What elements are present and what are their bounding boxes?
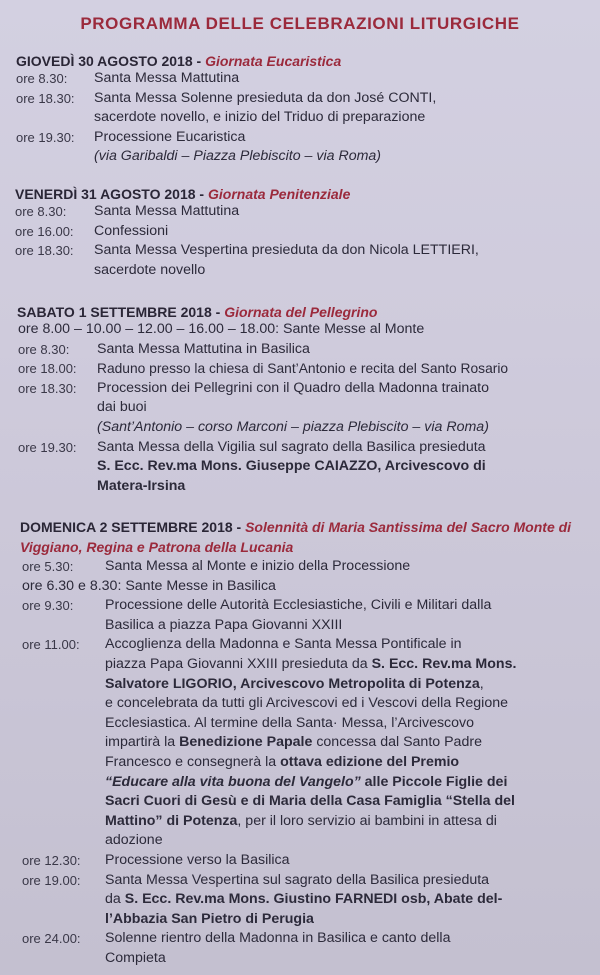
schedule-row xyxy=(0,69,600,89)
section-heading: DOMENICA 2 SETTEMBRE 2018 - Solennità di Maria Santissima del Sacro Monte di Viggiano, Regina e Patrona della Lucania xyxy=(20,519,572,555)
section-sunday xyxy=(0,517,600,968)
schedule-row xyxy=(0,577,600,597)
section-date: VENERDÌ 31 AGOSTO 2018 xyxy=(15,186,196,202)
schedule-row xyxy=(0,851,600,871)
schedule-time: ore 24.00: xyxy=(22,931,81,947)
schedule-desc: Santa Messa Solenne presieduta da don José CONTI, sacerdote novello, e inizio del Triduo di preparazione xyxy=(94,89,437,126)
schedule-row xyxy=(0,359,600,379)
schedule-desc: ore 6.30 e 8.30: Sante Messe in Basilica xyxy=(22,577,276,594)
section-subtitle: Giornata del Pellegrino xyxy=(224,304,378,320)
schedule-desc: Procession dei Pellegrini con il Quadro della Madonna trainato dai buoi (Sant’Antonio – corso Marconi – piazza Plebiscito – via Roma) xyxy=(97,379,489,435)
schedule-time: ore 5.30: xyxy=(22,559,74,574)
section-heading: GIOVEDÌ 30 AGOSTO 2018 - Giornata Eucaristica xyxy=(16,53,342,69)
schedule-time: ore 9.30: xyxy=(22,598,74,614)
section-friday xyxy=(0,186,600,280)
schedule-time: ore 18.30: xyxy=(15,243,74,259)
schedule-desc: Raduno presso la chiesa di Sant’Antonio e recita del Santo Rosario xyxy=(97,361,509,377)
schedule-desc: Processione verso la Basilica xyxy=(105,851,290,868)
section-date: GIOVEDÌ 30 AGOSTO 2018 xyxy=(16,53,193,69)
schedule-time: ore 19.30: xyxy=(18,439,77,455)
schedule-row xyxy=(0,596,600,635)
schedule-time: ore 18.30: xyxy=(16,90,75,106)
schedule-time: ore 8.30: xyxy=(16,71,68,86)
schedule-row xyxy=(0,871,600,930)
schedule-desc: Santa Messa al Monte e inizio della Processione xyxy=(105,558,411,574)
schedule-time: ore 8.30: xyxy=(18,341,70,357)
schedule-row xyxy=(0,438,600,497)
schedule-desc: Santa Messa Mattutina in Basilica xyxy=(97,340,310,357)
section-subtitle: Giornata Penitenziale xyxy=(207,186,351,202)
section-heading: SABATO 1 SETTEMBRE 2018 - Giornata del Pellegrino xyxy=(17,304,378,320)
schedule-row xyxy=(0,929,600,968)
schedule-time: ore 18.00: xyxy=(18,361,77,377)
schedule-row xyxy=(0,241,600,280)
schedule-time: ore 16.00: xyxy=(15,223,74,239)
schedule-desc: ore 8.00 – 10.00 – 12.00 – 16.00 – 18.00: Sante Messe al Monte xyxy=(18,321,425,337)
schedule-desc: Santa Messa Vespertina presieduta da don Nicola LETTIERI, sacerdote novello xyxy=(94,242,479,278)
schedule-desc: Processione delle Autorità Ecclesiastiche, Civili e Militari dalla Basilica a piazza Papa Giovanni XXIII xyxy=(105,597,492,633)
schedule-time: ore 19.30: xyxy=(16,129,75,145)
schedule-row xyxy=(0,202,600,222)
schedule-row xyxy=(0,89,600,128)
schedule-row xyxy=(0,222,600,242)
schedule-time: ore 19.00: xyxy=(22,872,81,888)
section-heading: VENERDÌ 31 AGOSTO 2018 - Giornata Penitenziale xyxy=(15,186,351,202)
schedule-desc: Accoglienza della Madonna e Santa Messa Pontificale in piazza Papa Giovanni XXIII presieduta da S. Ecc. Rev.ma Mons. Salvatore LIGORIO, Arcivescovo Metropolita di Potenza, e concelebrata da tutti gli Arcivescovi ed i Vescovi della Regione Ecclesiastica. Al termine della Santa· Messa, l’Arcivescovo impartirà la Benedizione Papale concessa dal Santo Padre Francesco e consegnerà la ottava edizione del Premio “Educare alla vita buona del Vangelo” alle Piccole Figlie dei Sacri Cuori di Gesù e di Maria della Casa Famiglia “Stella del Mattino” di Potenza, per il loro servizio ai bambini in attesa di adozione xyxy=(105,636,517,849)
schedule-time: ore 18.30: xyxy=(18,380,77,396)
schedule-time: ore 11.00: xyxy=(22,637,80,653)
schedule-row xyxy=(0,379,600,438)
section-subtitle: Solennità di Maria Santissima del Sacro Monte di Viggiano, Regina e Patrona della Lucania xyxy=(20,519,572,555)
schedule-time: ore 12.30: xyxy=(22,852,81,868)
schedule-row xyxy=(0,635,600,851)
schedule-desc: Confessioni xyxy=(94,222,169,239)
section-subtitle: Giornata Eucaristica xyxy=(205,53,342,69)
schedule-desc: Santa Messa della Vigilia sul sagrato della Basilica presieduta S. Ecc. Rev.ma Mons. Giuseppe CAIAZZO, Arcivescovo di Matera-Irsina xyxy=(97,438,486,494)
schedule-desc: Processione Eucaristica (via Garibaldi – Piazza Plebiscito – via Roma) xyxy=(94,128,382,165)
schedule-row xyxy=(0,557,600,577)
schedule-row xyxy=(0,340,600,360)
section-saturday xyxy=(0,304,600,496)
schedule-desc: Solenne rientro della Madonna in Basilica e canto della Compieta xyxy=(105,930,451,966)
schedule-desc: Santa Messa Vespertina sul sagrato della Basilica presieduta da S. Ecc. Rev.ma Mons. Giustino FARNEDI osb, Abate del- l’Abbazia San Pietro di Perugia xyxy=(105,871,503,927)
schedule-row xyxy=(0,320,600,340)
schedule-row xyxy=(0,128,600,167)
schedule-time: ore 8.30: xyxy=(15,204,67,219)
schedule-desc: Santa Messa Mattutina xyxy=(94,203,240,219)
page-title: PROGRAMMA DELLE CELEBRAZIONI LITURGICHE xyxy=(80,14,520,33)
section-thursday xyxy=(0,53,600,167)
schedule-desc: Santa Messa Mattutina xyxy=(94,70,240,86)
section-date: SABATO 1 SETTEMBRE 2018 xyxy=(17,304,212,320)
section-date: DOMENICA 2 SETTEMBRE 2018 xyxy=(20,519,233,535)
